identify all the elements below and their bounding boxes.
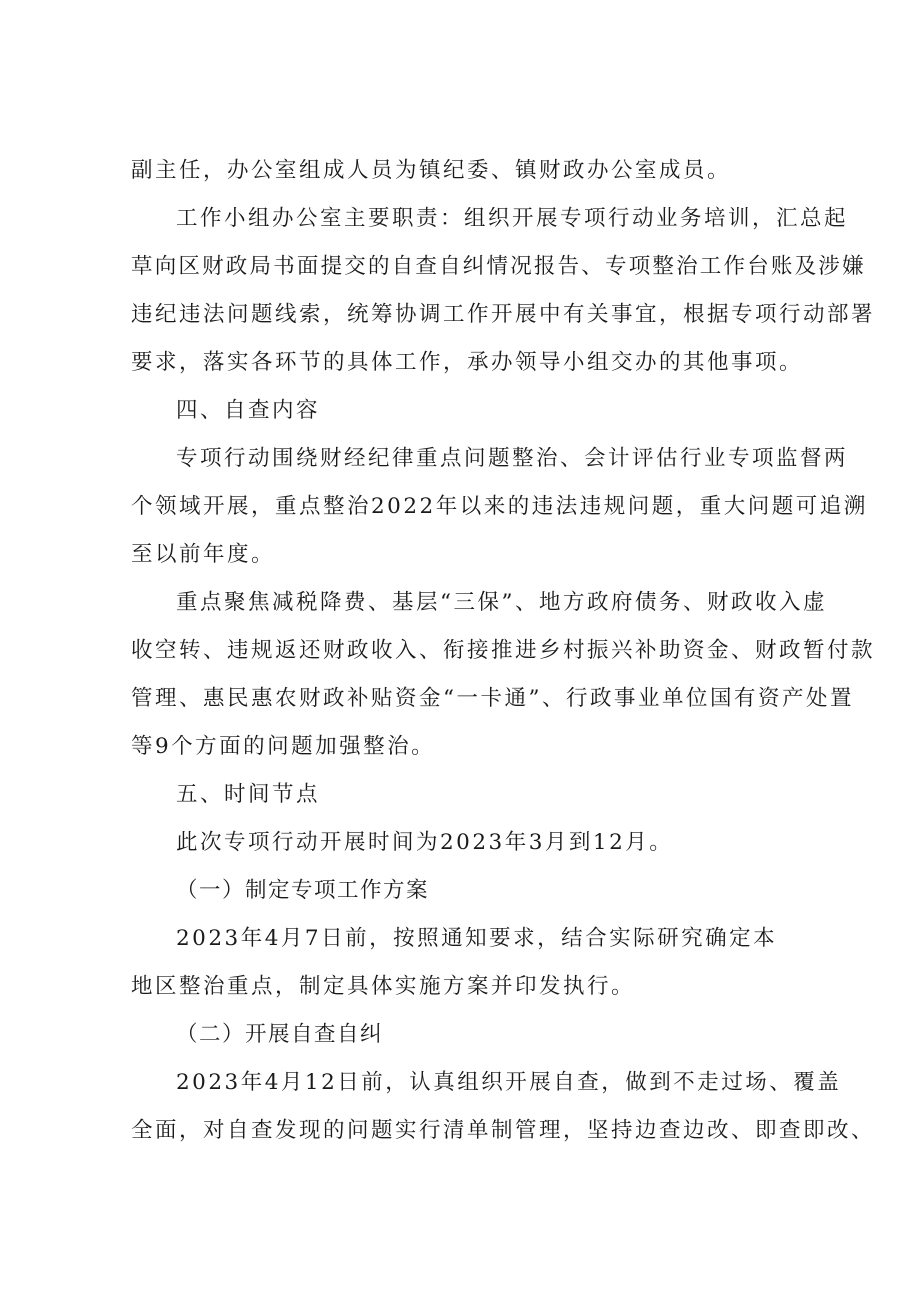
text-line: 全面，对自查发现的问题实行清单制管理，坚持边查边改、即查即改、 <box>131 1118 876 1143</box>
text-line: 副主任，办公室组成人员为镇纪委、镇财政办公室成员。 <box>131 158 732 183</box>
paragraph-first-line: 专项行动围绕财经纪律重点问题整治、会计评估行业专项监督两 <box>176 446 849 471</box>
paragraph-first-line: 2023年4月7日前，按照通知要求，结合实际研究确定本 <box>176 926 778 951</box>
text-line: 等9个方面的问题加强整治。 <box>131 734 436 759</box>
paragraph-first-line: 工作小组办公室主要职责：组织开展专项行动业务培训，汇总起 <box>176 206 849 231</box>
text-line: 地区整治重点，制定具体实施方案并印发执行。 <box>131 974 636 999</box>
paragraph-first-line: 重点聚焦减税降费、基层“三保”、地方政府债务、财政收入虚 <box>176 590 827 615</box>
text-line: 管理、惠民惠农财政补贴资金“一卡通”、行政事业单位国有资产处置 <box>131 686 854 711</box>
subsection-heading-2: （二）开展自查自纠 <box>176 1022 384 1047</box>
paragraph-first-line: 2023年4月12日前，认真组织开展自查，做到不走过场、覆盖 <box>176 1070 842 1095</box>
text-line: 违纪违法问题线索，统筹协调工作开展中有关事宜，根据专项行动部署 <box>131 302 876 327</box>
text-line: 收空转、违规返还财政收入、衔接推进乡村振兴补助资金、财政暂付款 <box>131 638 876 663</box>
text-line: 个领域开展，重点整治2022年以来的违法违规问题，重大问题可追溯 <box>131 494 868 519</box>
text-line: 要求，落实各环节的具体工作，承办领导小组交办的其他事项。 <box>131 350 804 375</box>
paragraph-first-line: 此次专项行动开展时间为2023年3月到12月。 <box>176 830 674 855</box>
subsection-heading-1: （一）制定专项工作方案 <box>176 878 430 903</box>
section-heading-5: 五、时间节点 <box>176 782 321 807</box>
section-heading-4: 四、自查内容 <box>176 398 321 423</box>
text-line: 至以前年度。 <box>131 542 276 567</box>
text-line: 草向区财政局书面提交的自查自纠情况报告、专项整治工作台账及涉嫌 <box>131 254 866 279</box>
